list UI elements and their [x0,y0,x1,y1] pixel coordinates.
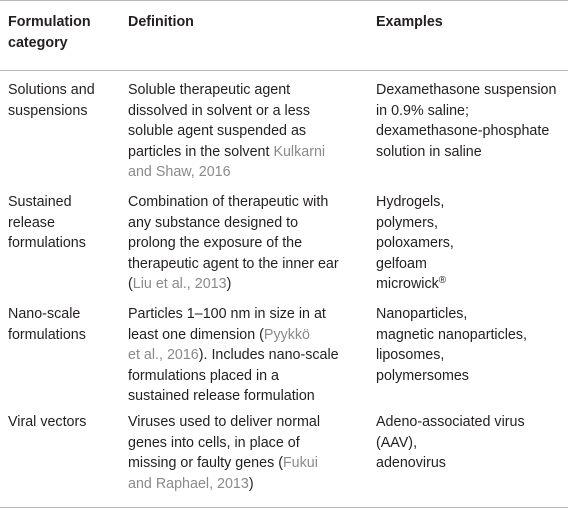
row-2-example-line: gelfoam [376,255,427,272]
row-4-example-line: Adeno-associated virus [376,414,525,430]
row-3-example-line: Nanoparticles, [376,306,468,322]
row-4-category-line: Viral vectors [8,414,87,430]
row-1-citation: Kulkarni [273,143,326,160]
row-2-definition-line: prolong the exposure of the [128,235,303,252]
row-1-example-line: solution in saline [376,143,482,160]
row-2-category-line: release [8,214,55,231]
row-3-category-line: Nano-scale [8,306,81,322]
row-1-definition-line: dissolved in solvent or a less [128,102,310,119]
header-category-line-2: category [8,35,68,51]
row-1-definition [128,80,366,183]
row-3-citation: Pyykkö [263,326,310,343]
row-4-definition-line: Viruses used to deliver normal [128,414,321,430]
row-3-example-line: liposomes, [376,347,445,364]
row-1-citation: and Shaw, 2016 [128,164,231,181]
row-3-example-line: magnetic nanoparticles, [376,326,527,343]
row-1-category-line: Solutions and [8,82,95,98]
row-2-definition: Combination of therapeutic with any substance designed to prolong the exposure of the therapeutic agent to the inner ear (Liu et al., 2013) [128,194,339,293]
row-3-definition-line: . Includes nano-scale [203,347,339,364]
row-3-examples [376,304,562,386]
row-2-example-line: poloxamers, [376,235,454,252]
row-2-category-line: Sustained [8,194,72,210]
row-2-definition-line: any substance designed to [128,214,299,231]
row-4-citation: and Raphael, 2013 [128,475,249,492]
row-3-definition-line: sustained release formulation [128,388,315,405]
row-4-definition-line: genes into cells, in place of [128,434,300,451]
row-2-example-line: microwick [376,276,439,293]
registered-trademark-symbol: ® [438,275,447,287]
row-2-category-line: formulations [8,235,86,252]
row-4-example-line: (AAV), [376,434,418,451]
row-3-definition-line: Particles 1–100 nm in size in at [128,306,326,322]
row-4-examples [376,412,562,474]
row-4-definition: Viruses used to deliver normal genes into cells, in place of missing or faulty genes (Fukui and Raphael, 2013) [128,414,321,492]
row-2-example-line: Hydrogels, [376,194,445,210]
row-2-definition-line: therapeutic agent to the inner ear [128,255,339,272]
header-definition: Definition [128,14,194,30]
row-3-example-line: polymersomes [376,367,469,384]
row-1-definition-line: Soluble therapeutic agent [128,82,291,98]
row-1-definition-line: soluble agent suspended as [128,123,307,140]
table-header-rule [0,70,568,71]
row-2-examples [376,192,562,295]
row-3-definition-line: least one dimension [128,326,260,343]
row-4-citation: Fukui [282,455,318,472]
row-3-category [8,304,116,345]
row-1-examples [376,80,562,162]
row-4-definition-line: missing or faulty genes [128,455,279,472]
row-1-category [8,80,116,121]
header-category-line-1: Formulation [8,14,91,30]
row-3-category-line: formulations [8,326,86,343]
table-top-rule [0,0,568,1]
row-2-citation: Liu et al., 2013 [132,276,227,293]
header-examples: Examples [376,14,443,30]
row-3-definition: Particles 1–100 nm in size in at least one dimension (Pyykkö et al., 2016). Includes nano-scale formulations placed in a sustained release formulation [128,306,339,405]
table-bottom-rule [0,507,568,508]
row-1-example-line: in 0.9% saline; [376,102,469,119]
row-4-category [8,412,116,433]
row-2-definition-line: Combination of therapeutic with [128,194,329,210]
row-2-example-line: polymers, [376,214,438,231]
row-1-definition-line: particles in the solvent [128,143,274,160]
row-1-category-line: suspensions [8,102,88,119]
row-1-example-line: dexamethasone-phosphate [376,123,550,140]
row-4-example-line: adenovirus [376,455,446,472]
row-3-definition-line: formulations placed in a [128,367,279,384]
row-3-citation: et al., 2016 [128,347,199,364]
row-2-category [8,192,116,254]
row-1-example-line: Dexamethasone suspension [376,82,557,98]
header-category [8,12,116,54]
